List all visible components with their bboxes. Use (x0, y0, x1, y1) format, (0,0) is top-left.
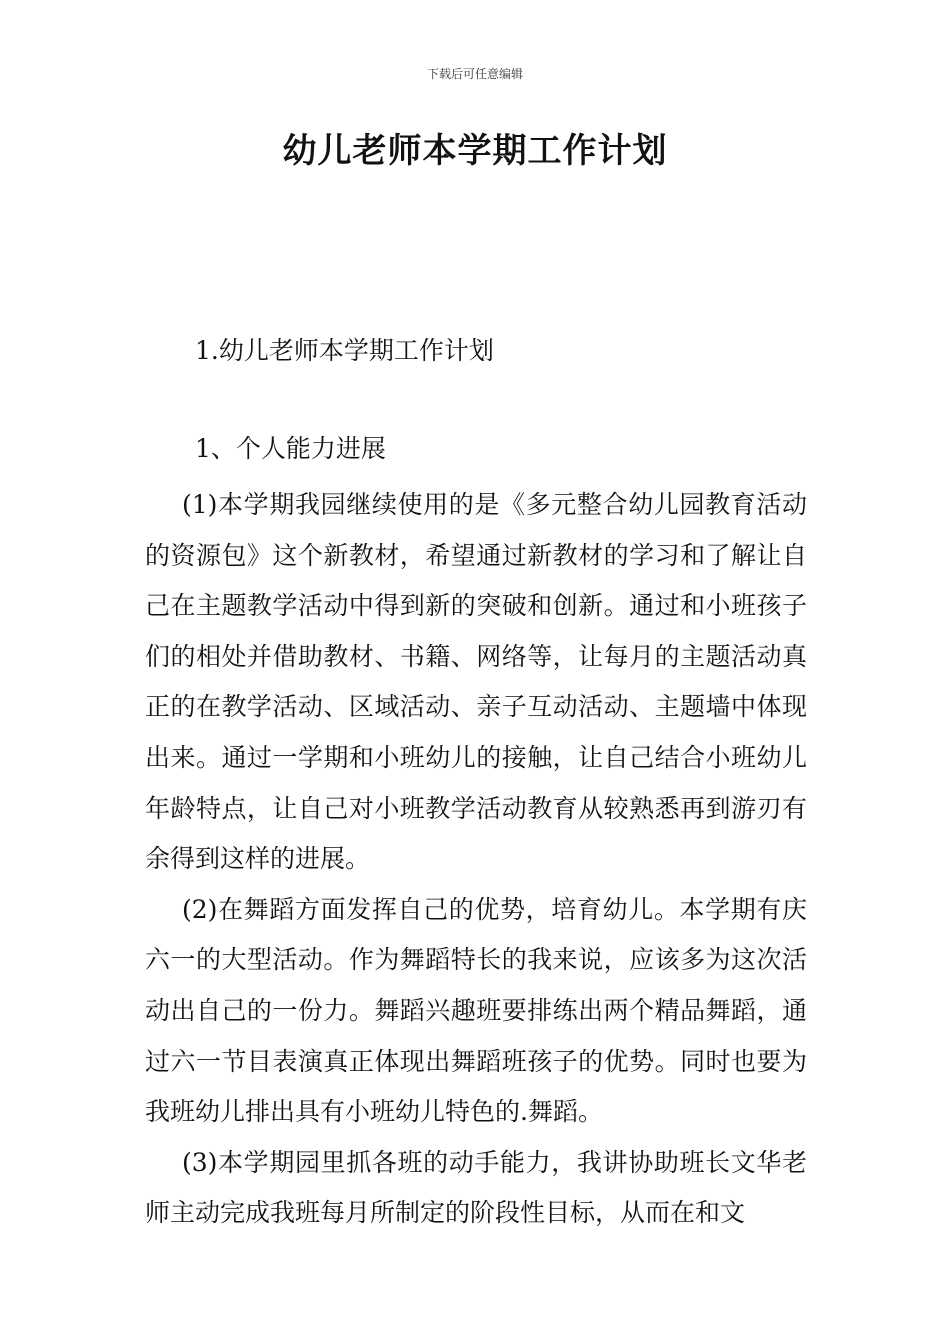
document-body (145, 480, 807, 1239)
section-heading: 1.幼儿老师本学期工作计划 (195, 336, 494, 365)
subsection-heading: 1、个人能力进展 (195, 434, 386, 463)
paragraph-1: (1)本学期我园继续使用的是《多元整合幼儿园教育活动的资源包》这个新教材，希望通过新教材的学习和了解让自己在主题教学活动中得到新的突破和创新。通过和小班孩子们的相处并借助教材、书籍、网络等，让每月的主题活动真正的在教学活动、区域活动、亲子互动活动、主题墙中体现出来。通过一学期和小班幼儿的接触，让自己结合小班幼儿年龄特点，让自己对小班教学活动教育从较熟悉再到游刃有余得到这样的进展。 (145, 490, 807, 874)
paragraph-2: (2)在舞蹈方面发挥自己的优势，培育幼儿。本学期有庆六一的大型活动。作为舞蹈特长的我来说，应该多为这次活动出自己的一份力。舞蹈兴趣班要排练出两个精品舞蹈，通过六一节目表演真正体现出舞蹈班孩子的优势。同时也要为我班幼儿排出具有小班幼儿特色的.舞蹈。 (145, 894, 807, 1127)
page-header-note: 下载后可任意编辑 (426, 67, 523, 81)
document-title: 幼儿老师本学期工作计划 (282, 131, 668, 171)
paragraph-3: (3)本学期园里抓各班的动手能力，我讲协助班长文华老师主动完成我班每月所制定的阶段性目标，从而在和文 (145, 1147, 807, 1228)
